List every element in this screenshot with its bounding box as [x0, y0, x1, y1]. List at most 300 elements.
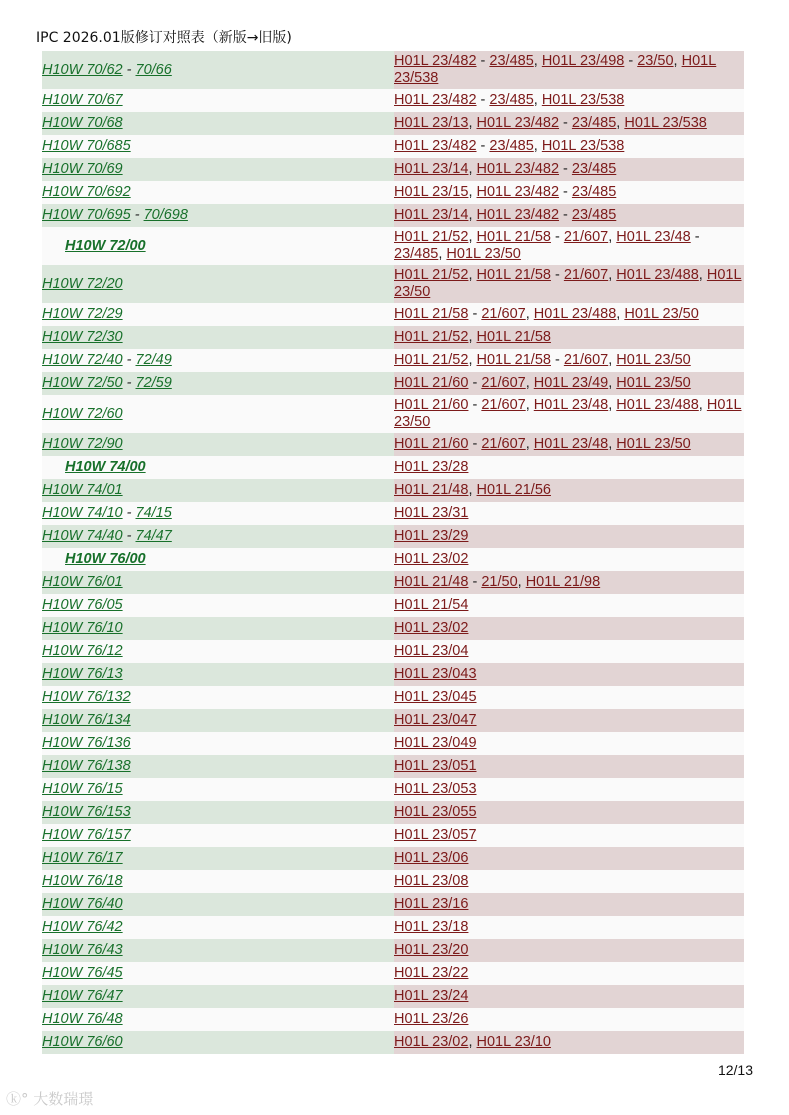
old-symbol-link[interactable]: H01L 23/02 — [394, 620, 469, 636]
new-symbol-link[interactable]: H10W 76/00 — [65, 551, 146, 567]
new-symbol-link[interactable]: H10W 74/01 — [42, 482, 123, 498]
new-symbol-cell — [42, 686, 394, 709]
old-symbol-link[interactable]: H01L 23/50 — [616, 352, 691, 368]
separator-text: - — [122, 528, 136, 544]
new-symbol-cell — [42, 456, 394, 479]
new-symbol-link[interactable]: H10W 72/29 — [42, 306, 123, 322]
old-symbol-link[interactable]: H01L 21/60 — [394, 375, 469, 391]
separator-text: - — [690, 229, 700, 245]
old-symbol-link[interactable]: 21/607 — [481, 375, 526, 391]
concordance-table — [42, 51, 744, 1054]
new-symbol-link[interactable]: H10W 76/47 — [42, 988, 123, 1004]
old-symbol-cell — [394, 847, 744, 870]
old-symbol-link[interactable]: H01L 23/20 — [394, 942, 469, 958]
separator-text: - — [122, 61, 136, 78]
table-row — [42, 732, 744, 755]
separator-text: , — [698, 267, 707, 283]
separator-text: , — [533, 92, 542, 108]
old-symbol-link[interactable]: H01L 23/10 — [476, 1034, 551, 1050]
table-row — [42, 847, 744, 870]
new-symbol-cell — [42, 847, 394, 870]
separator-text: , — [468, 1034, 477, 1050]
new-symbol-cell — [42, 893, 394, 916]
new-symbol-cell — [42, 870, 394, 893]
old-symbol-link[interactable]: H01L 23/053 — [394, 781, 477, 797]
separator-text: , — [608, 436, 617, 452]
new-symbol-link[interactable]: 70/66 — [135, 61, 172, 78]
separator-text: , — [468, 352, 477, 368]
new-symbol-link[interactable]: H10W 72/00 — [65, 237, 146, 254]
table-row — [42, 617, 744, 640]
old-symbol-cell — [394, 548, 744, 571]
new-symbol-link[interactable]: H10W 76/138 — [42, 758, 131, 774]
old-symbol-link[interactable]: 21/607 — [481, 397, 526, 413]
new-symbol-cell — [42, 181, 394, 204]
separator-text: - — [122, 375, 136, 391]
old-symbol-link[interactable]: H01L 21/60 — [394, 397, 469, 413]
old-symbol-link[interactable]: H01L 23/48 — [533, 436, 609, 452]
separator-text: - — [468, 375, 482, 391]
old-symbol-cell — [394, 158, 744, 181]
table-row — [42, 709, 744, 732]
old-symbol-cell — [394, 204, 744, 227]
old-symbol-link[interactable]: 23/485 — [489, 92, 534, 108]
separator-text: , — [608, 267, 617, 283]
separator-text: - — [130, 207, 144, 223]
table-row — [42, 395, 744, 433]
old-symbol-link[interactable]: 23/485 — [571, 184, 617, 200]
old-symbol-link[interactable]: H01L 23/055 — [394, 804, 477, 820]
page-number: 12/13 — [717, 1062, 753, 1078]
old-symbol-link[interactable]: H01L 23/22 — [394, 965, 469, 981]
table-row — [42, 893, 744, 916]
old-symbol-link[interactable]: H01L 23/045 — [394, 689, 477, 705]
old-symbol-link[interactable]: H01L 23/28 — [394, 459, 469, 475]
old-symbol-cell — [394, 801, 744, 824]
old-symbol-link[interactable]: H01L 23/482 — [476, 184, 560, 200]
old-symbol-link[interactable]: H01L 23/50 — [394, 397, 742, 430]
new-symbol-cell — [42, 479, 394, 502]
separator-text: - — [468, 574, 482, 590]
separator-text: , — [468, 482, 477, 498]
old-symbol-link[interactable]: H01L 23/049 — [394, 735, 477, 751]
new-symbol-link[interactable]: H10W 76/134 — [42, 712, 131, 728]
old-symbol-link[interactable]: H01L 23/482 — [394, 53, 477, 69]
table-row — [42, 801, 744, 824]
new-symbol-link[interactable]: H10W 72/90 — [42, 436, 123, 452]
separator-text: , — [438, 246, 447, 262]
new-symbol-cell — [42, 395, 394, 433]
table-row — [42, 755, 744, 778]
old-symbol-link[interactable]: H01L 21/56 — [476, 482, 551, 498]
new-symbol-cell — [42, 1031, 394, 1054]
old-symbol-link[interactable]: H01L 23/50 — [616, 436, 691, 452]
table-row — [42, 1008, 744, 1031]
new-symbol-cell — [42, 640, 394, 663]
old-symbol-link[interactable]: H01L 23/04 — [394, 643, 469, 659]
table-row — [42, 571, 744, 594]
old-symbol-link[interactable]: 21/607 — [563, 229, 609, 245]
separator-text: , — [673, 53, 682, 69]
separator-text: - — [559, 184, 572, 200]
separator-text: , — [517, 574, 526, 590]
table-row — [42, 939, 744, 962]
new-symbol-cell — [42, 1008, 394, 1031]
separator-text: , — [525, 306, 534, 322]
new-symbol-link[interactable]: H10W 70/695 — [42, 207, 131, 223]
new-symbol-link[interactable]: H10W 70/685 — [42, 138, 131, 154]
concordance-table-body — [42, 51, 744, 1054]
new-symbol-cell — [42, 303, 394, 326]
old-symbol-cell — [394, 755, 744, 778]
old-symbol-cell — [394, 135, 744, 158]
old-symbol-cell — [394, 51, 744, 89]
old-symbol-cell — [394, 893, 744, 916]
old-symbol-link[interactable]: H01L 23/02 — [394, 1034, 469, 1050]
table-row — [42, 1031, 744, 1054]
old-symbol-cell — [394, 89, 744, 112]
old-symbol-link[interactable]: H01L 23/482 — [476, 161, 560, 177]
old-symbol-link[interactable]: H01L 21/52 — [394, 329, 469, 345]
table-row — [42, 502, 744, 525]
new-symbol-cell — [42, 502, 394, 525]
new-symbol-cell — [42, 265, 394, 303]
new-symbol-cell — [42, 548, 394, 571]
table-row — [42, 456, 744, 479]
new-symbol-link[interactable]: H10W 76/153 — [42, 804, 131, 820]
table-row — [42, 594, 744, 617]
new-symbol-cell — [42, 112, 394, 135]
separator-text: , — [533, 138, 542, 154]
table-row — [42, 778, 744, 801]
new-symbol-cell — [42, 617, 394, 640]
separator-text: , — [468, 267, 477, 283]
old-symbol-link[interactable]: H01L 21/58 — [476, 329, 551, 345]
old-symbol-link[interactable]: H01L 23/051 — [394, 758, 477, 774]
watermark-logo: ⓚ° 大数瑞璟 — [6, 1090, 94, 1108]
new-symbol-cell — [42, 227, 394, 265]
old-symbol-link[interactable]: 21/607 — [481, 306, 526, 322]
new-symbol-link[interactable]: H10W 76/12 — [42, 643, 123, 659]
new-symbol-link[interactable]: H10W 76/15 — [42, 781, 123, 797]
old-symbol-link[interactable]: H01L 23/488 — [533, 306, 617, 322]
old-symbol-cell — [394, 227, 744, 265]
table-row — [42, 372, 744, 395]
new-symbol-link[interactable]: H10W 70/69 — [42, 161, 123, 177]
old-symbol-link[interactable]: 23/50 — [637, 53, 674, 69]
old-symbol-link[interactable]: H01L 23/498 — [541, 53, 625, 69]
new-symbol-link[interactable]: 74/15 — [135, 505, 172, 521]
new-symbol-cell — [42, 663, 394, 686]
new-symbol-link[interactable]: H10W 76/05 — [42, 597, 123, 613]
separator-text: , — [525, 397, 534, 413]
old-symbol-link[interactable]: H01L 23/50 — [394, 267, 742, 300]
old-symbol-cell — [394, 962, 744, 985]
old-symbol-link[interactable]: 23/485 — [489, 138, 534, 154]
old-symbol-cell — [394, 594, 744, 617]
new-symbol-link[interactable]: 74/47 — [135, 528, 172, 544]
new-symbol-link[interactable]: H10W 76/10 — [42, 620, 123, 636]
old-symbol-link[interactable]: H01L 23/482 — [476, 115, 560, 131]
old-symbol-link[interactable]: H01L 23/15 — [394, 184, 469, 200]
old-symbol-link[interactable]: H01L 21/52 — [394, 352, 469, 368]
new-symbol-cell — [42, 571, 394, 594]
old-symbol-link[interactable]: H01L 21/58 — [394, 306, 469, 322]
old-symbol-cell — [394, 372, 744, 395]
separator-text: , — [616, 115, 625, 131]
separator-text: , — [616, 306, 625, 322]
old-symbol-link[interactable]: H01L 23/18 — [394, 919, 469, 935]
old-symbol-link[interactable]: H01L 23/06 — [394, 850, 469, 866]
old-symbol-link[interactable]: 21/607 — [481, 436, 526, 452]
old-symbol-link[interactable]: H01L 21/98 — [525, 574, 601, 590]
new-symbol-cell — [42, 89, 394, 112]
old-symbol-cell — [394, 916, 744, 939]
separator-text: , — [525, 375, 534, 391]
separator-text: , — [468, 184, 477, 200]
new-symbol-link[interactable]: H10W 70/67 — [42, 92, 123, 108]
new-symbol-link[interactable]: H10W 76/136 — [42, 735, 131, 751]
old-symbol-cell — [394, 181, 744, 204]
new-symbol-link[interactable]: H10W 72/30 — [42, 329, 123, 345]
old-symbol-link[interactable]: H01L 23/488 — [616, 267, 699, 283]
old-symbol-link[interactable]: H01L 21/52 — [394, 229, 469, 245]
new-symbol-link[interactable]: H10W 72/40 — [42, 352, 123, 368]
separator-text: - — [468, 436, 482, 452]
new-symbol-cell — [42, 985, 394, 1008]
old-symbol-link[interactable]: H01L 21/58 — [476, 352, 551, 368]
old-symbol-cell — [394, 395, 744, 433]
old-symbol-link[interactable]: 23/485 — [571, 207, 617, 223]
old-symbol-cell — [394, 1031, 744, 1054]
new-symbol-cell — [42, 709, 394, 732]
old-symbol-cell — [394, 433, 744, 456]
table-row — [42, 303, 744, 326]
new-symbol-link[interactable]: H10W 76/43 — [42, 942, 123, 958]
old-symbol-cell — [394, 1008, 744, 1031]
separator-text: , — [608, 352, 617, 368]
new-symbol-link[interactable]: H10W 76/17 — [42, 850, 123, 866]
old-symbol-cell — [394, 525, 744, 548]
new-symbol-link[interactable]: 70/698 — [143, 207, 188, 223]
separator-text: , — [468, 207, 477, 223]
old-symbol-link[interactable]: H01L 23/48 — [616, 229, 691, 245]
table-row — [42, 525, 744, 548]
table-row — [42, 51, 744, 89]
new-symbol-cell — [42, 326, 394, 349]
old-symbol-link[interactable]: H01L 23/488 — [616, 397, 699, 413]
new-symbol-link[interactable]: H10W 70/62 — [42, 61, 123, 78]
old-symbol-cell — [394, 303, 744, 326]
old-symbol-link[interactable]: H01L 23/08 — [394, 873, 469, 889]
old-symbol-link[interactable]: H01L 23/29 — [394, 528, 469, 544]
old-symbol-cell — [394, 985, 744, 1008]
new-symbol-link[interactable]: H10W 76/132 — [42, 689, 131, 705]
new-symbol-link[interactable]: H10W 74/00 — [65, 459, 146, 475]
new-symbol-link[interactable]: H10W 70/692 — [42, 184, 131, 200]
separator-text: - — [468, 397, 482, 413]
old-symbol-link[interactable]: H01L 23/13 — [394, 115, 469, 131]
separator-text: - — [559, 115, 572, 131]
old-symbol-link[interactable]: H01L 23/538 — [624, 115, 707, 131]
old-symbol-link[interactable]: H01L 21/60 — [394, 436, 469, 452]
table-row — [42, 663, 744, 686]
new-symbol-cell — [42, 962, 394, 985]
new-symbol-link[interactable]: H10W 74/10 — [42, 505, 123, 521]
table-row — [42, 158, 744, 181]
new-symbol-cell — [42, 755, 394, 778]
new-symbol-link[interactable]: H10W 72/60 — [42, 405, 123, 422]
page-header: IPC 2026.01版修订对照表（新版→旧版) — [36, 30, 292, 46]
new-symbol-link[interactable]: 72/49 — [135, 352, 172, 368]
new-symbol-link[interactable]: H10W 76/157 — [42, 827, 131, 843]
old-symbol-cell — [394, 663, 744, 686]
new-symbol-cell — [42, 158, 394, 181]
separator-text: - — [476, 53, 490, 69]
separator-text: , — [468, 161, 477, 177]
old-symbol-link[interactable]: H01L 21/54 — [394, 597, 469, 613]
separator-text: - — [122, 352, 136, 368]
new-symbol-link[interactable]: H10W 74/40 — [42, 528, 123, 544]
table-row — [42, 640, 744, 663]
new-symbol-link[interactable]: H10W 76/48 — [42, 1011, 123, 1027]
table-row — [42, 181, 744, 204]
separator-text: , — [608, 229, 617, 245]
new-symbol-cell — [42, 594, 394, 617]
old-symbol-link[interactable]: H01L 23/047 — [394, 712, 477, 728]
old-symbol-link[interactable]: H01L 21/48 — [394, 574, 469, 590]
table-row — [42, 89, 744, 112]
table-row — [42, 962, 744, 985]
old-symbol-link[interactable]: H01L 23/50 — [446, 246, 521, 262]
separator-text: - — [559, 161, 572, 177]
old-symbol-link[interactable]: H01L 23/538 — [394, 53, 717, 86]
separator-text: - — [550, 229, 564, 245]
separator-text: - — [476, 138, 490, 154]
new-symbol-cell — [42, 135, 394, 158]
old-symbol-link[interactable]: H01L 23/057 — [394, 827, 477, 843]
new-symbol-link[interactable]: H10W 76/45 — [42, 965, 123, 981]
old-symbol-cell — [394, 571, 744, 594]
new-symbol-link[interactable]: H10W 76/18 — [42, 873, 123, 889]
separator-text: , — [468, 115, 477, 131]
old-symbol-link[interactable]: 23/485 — [571, 161, 617, 177]
new-symbol-link[interactable]: 72/59 — [135, 375, 172, 391]
table-row — [42, 985, 744, 1008]
old-symbol-link[interactable]: H01L 23/482 — [394, 138, 477, 154]
new-symbol-link[interactable]: H10W 76/60 — [42, 1034, 123, 1050]
separator-text: - — [559, 207, 572, 223]
old-symbol-link[interactable]: 23/485 — [489, 53, 534, 69]
new-symbol-link[interactable]: H10W 72/20 — [42, 275, 123, 292]
old-symbol-link[interactable]: H01L 23/50 — [624, 306, 699, 322]
new-symbol-link[interactable]: H10W 76/13 — [42, 666, 123, 682]
old-symbol-link[interactable]: H01L 23/538 — [541, 138, 625, 154]
old-symbol-link[interactable]: H01L 23/26 — [394, 1011, 469, 1027]
old-symbol-link[interactable]: 21/50 — [481, 574, 518, 590]
new-symbol-cell — [42, 939, 394, 962]
separator-text: , — [533, 53, 542, 69]
new-symbol-link[interactable]: H10W 76/42 — [42, 919, 123, 935]
table-row — [42, 349, 744, 372]
old-symbol-link[interactable]: H01L 23/14 — [394, 207, 469, 223]
new-symbol-cell — [42, 824, 394, 847]
separator-text: , — [698, 397, 707, 413]
old-symbol-link[interactable]: H01L 21/48 — [394, 482, 469, 498]
old-symbol-cell — [394, 617, 744, 640]
old-symbol-link[interactable]: H01L 23/49 — [533, 375, 609, 391]
old-symbol-cell — [394, 732, 744, 755]
old-symbol-cell — [394, 326, 744, 349]
old-symbol-link[interactable]: H01L 23/538 — [541, 92, 625, 108]
old-symbol-link[interactable]: H01L 23/14 — [394, 161, 469, 177]
old-symbol-link[interactable]: 21/607 — [563, 352, 609, 368]
old-symbol-link[interactable]: H01L 23/16 — [394, 896, 469, 912]
old-symbol-link[interactable]: H01L 23/50 — [616, 375, 691, 391]
old-symbol-link[interactable]: H01L 21/52 — [394, 267, 469, 283]
table-row — [42, 479, 744, 502]
old-symbol-link[interactable]: 21/607 — [563, 267, 609, 283]
table-row — [42, 870, 744, 893]
old-symbol-cell — [394, 502, 744, 525]
separator-text: - — [624, 53, 638, 69]
table-row — [42, 135, 744, 158]
old-symbol-link[interactable]: 23/485 — [571, 115, 617, 131]
table-row — [42, 433, 744, 456]
new-symbol-cell — [42, 51, 394, 89]
old-symbol-link[interactable]: H01L 23/31 — [394, 505, 469, 521]
table-row — [42, 204, 744, 227]
old-symbol-link[interactable]: H01L 23/02 — [394, 551, 469, 567]
old-symbol-cell — [394, 824, 744, 847]
separator-text: - — [476, 92, 490, 108]
new-symbol-link[interactable]: H10W 76/40 — [42, 896, 123, 912]
old-symbol-cell — [394, 686, 744, 709]
table-row — [42, 227, 744, 265]
separator-text: - — [468, 306, 482, 322]
old-symbol-link[interactable]: H01L 23/043 — [394, 666, 477, 682]
new-symbol-cell — [42, 801, 394, 824]
old-symbol-link[interactable]: H01L 23/482 — [394, 92, 477, 108]
new-symbol-link[interactable]: H10W 72/50 — [42, 375, 123, 391]
old-symbol-link[interactable]: H01L 23/48 — [533, 397, 609, 413]
old-symbol-link[interactable]: H01L 23/24 — [394, 988, 469, 1004]
old-symbol-cell — [394, 870, 744, 893]
separator-text: , — [468, 229, 477, 245]
new-symbol-cell — [42, 349, 394, 372]
separator-text: - — [122, 505, 136, 521]
table-row — [42, 548, 744, 571]
new-symbol-link[interactable]: H10W 76/01 — [42, 574, 123, 590]
old-symbol-link[interactable]: H01L 21/58 — [476, 229, 551, 245]
table-row — [42, 326, 744, 349]
separator-text: , — [608, 375, 617, 391]
old-symbol-cell — [394, 709, 744, 732]
separator-text: , — [468, 329, 477, 345]
table-row — [42, 112, 744, 135]
old-symbol-cell — [394, 939, 744, 962]
new-symbol-link[interactable]: H10W 70/68 — [42, 115, 123, 131]
separator-text: , — [525, 436, 534, 452]
old-symbol-cell — [394, 112, 744, 135]
separator-text: - — [550, 352, 564, 368]
old-symbol-link[interactable]: 23/485 — [394, 246, 439, 262]
new-symbol-cell — [42, 433, 394, 456]
new-symbol-cell — [42, 732, 394, 755]
old-symbol-cell — [394, 265, 744, 303]
old-symbol-link[interactable]: H01L 21/58 — [476, 267, 551, 283]
old-symbol-link[interactable]: H01L 23/482 — [476, 207, 560, 223]
